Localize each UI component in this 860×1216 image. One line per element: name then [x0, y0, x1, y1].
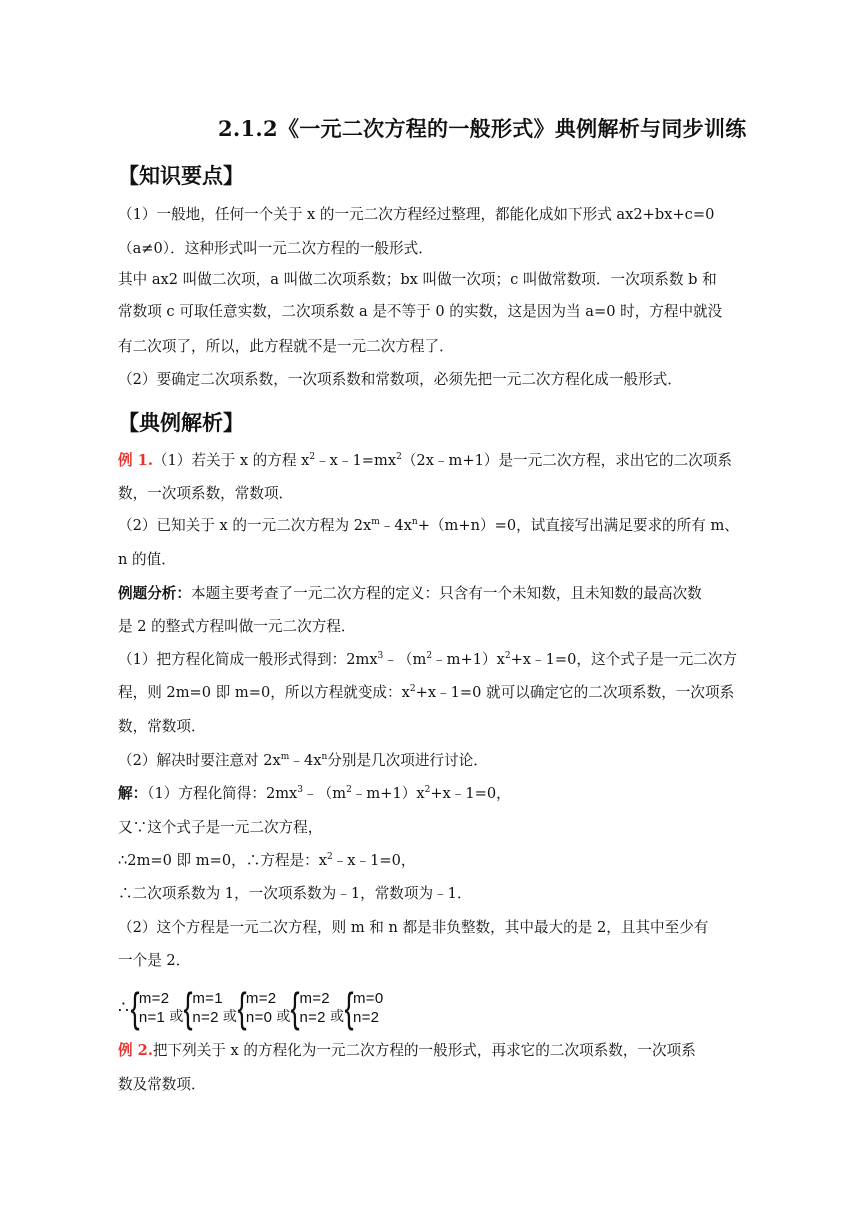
- equation-m: m=2: [245, 990, 277, 1007]
- equation-n: n=2: [352, 1009, 380, 1026]
- equation-system: [344, 984, 384, 1031]
- example-1-line-3: （2）已知关于 x 的一元二次方程为 $2x^m﹣4x^n+(m+n)=0$，试直接写出满足要求的所有 m、: [118, 517, 739, 534]
- analysis-line-6: （2）解决时要注意对 $2x^m﹣4x^n$分别是几次项进行讨论．: [118, 752, 488, 769]
- analysis-line-4: 程，则 2m=0 即 m=0，所以方程就变成：$x^2+x﹣1=0$ 就可以确定它的二次项系数，一次项系: [118, 684, 735, 701]
- or-connector: 或: [276, 1009, 291, 1025]
- equation-system: [130, 984, 170, 1031]
- example-1-line-4: n 的值．: [118, 551, 176, 568]
- left-brace: {: [344, 984, 354, 1031]
- equation-n: n=2: [192, 1009, 219, 1026]
- example-2-label: 例 2.: [118, 1042, 153, 1059]
- example-1-line-2: 数，一次项系数，常数项．: [118, 485, 294, 502]
- equation-n: n=1: [138, 1009, 166, 1026]
- or-connector: 或: [169, 1009, 184, 1025]
- equation-system: [237, 984, 277, 1031]
- therefore-symbol: ∴: [118, 998, 129, 1018]
- example-2-line-2: 数及常数项．: [118, 1076, 206, 1093]
- solution-label: 解：: [118, 785, 148, 802]
- section-heading-knowledge: 【知识要点】: [118, 163, 244, 188]
- knowledge-line-6: （2）要确定二次项系数，一次项系数和常数项，必须先把一元二次方程化成一般形式．: [118, 371, 682, 388]
- analysis-line-2: 是 2 的整式方程叫做一元二次方程．: [118, 618, 356, 635]
- equation-n: n=0: [245, 1009, 273, 1026]
- left-brace: {: [237, 984, 247, 1031]
- analysis-line-1: 例题分析：本题主要考查了一元二次方程的定义：只含有一个未知数，且未知数的最高次数: [118, 585, 702, 602]
- solution-line-5: （2）这个方程是一元二次方程，则 m 和 n 都是非负整数，其中最大的是 2，且其中至少有: [118, 919, 709, 936]
- knowledge-line-2: （a≠0）．这种形式叫一元二次方程的一般形式．: [118, 240, 433, 257]
- analysis-line-3: （1）把方程化简成一般形式得到：$2mx^3﹣(m^2﹣m+1)x^2+x﹣1=0$，这个式子是一元二次方: [118, 651, 737, 668]
- solution-line-3: ∴2m=0 即 m=0，∴方程是：$x^2﹣x﹣1=0$，: [118, 852, 416, 869]
- section-heading-examples: 【典例解析】: [118, 410, 244, 435]
- solution-line-4: ∴二次项系数为 1，一次项系数为﹣1，常数项为﹣1．: [118, 885, 472, 902]
- knowledge-line-3: 其中 ax2 叫做二次项，a 叫做二次项系数；bx 叫做一次项；c 叫做常数项．一次项系数 b 和: [118, 271, 717, 288]
- analysis-line-5: 数，常数项．: [118, 718, 206, 735]
- equation-system: [290, 984, 330, 1031]
- equation-n: n=2: [299, 1009, 326, 1026]
- left-brace: {: [130, 984, 140, 1031]
- analysis-label: 例题分析：: [118, 585, 191, 602]
- equation-m: m=2: [299, 990, 330, 1007]
- left-brace: {: [183, 984, 193, 1031]
- knowledge-line-1: （1）一般地，任何一个关于 x 的一元二次方程经过整理，都能化成如下形式 ax2+bx+c=0: [118, 206, 715, 223]
- solution-line-6: 一个是 2．: [118, 952, 191, 969]
- solution-line-2: 又∵这个式子是一元二次方程，: [118, 819, 323, 836]
- solution-systems: [118, 986, 383, 1030]
- equation-system: [183, 984, 223, 1031]
- equation-m: m=1: [192, 990, 223, 1007]
- equation-m: m=2: [138, 990, 170, 1007]
- document-title: 2.1.2《一元二次方程的一般形式》典例解析与同步训练: [218, 116, 747, 141]
- example-1-line-1: 例 1.（1）若关于 x 的方程 $x^2﹣x﹣1=mx^2(2x﹣m+1)$是一元二次方程，求出它的二次项系: [118, 452, 732, 469]
- example-1-label: 例 1.: [118, 452, 153, 469]
- knowledge-line-4: 常数项 c 可取任意实数，二次项系数 a 是不等于 0 的实数，这是因为当 a=0 时，方程中就没: [118, 303, 723, 320]
- solution-line-1: 解：（1）方程化简得：$2mx^3﹣(m^2﹣m+1)x^2+x﹣1=0$，: [118, 785, 511, 802]
- left-brace: {: [290, 984, 300, 1031]
- equation-m: m=0: [352, 990, 384, 1007]
- knowledge-line-5: 有二次项了，所以，此方程就不是一元二次方程了．: [118, 338, 454, 355]
- or-connector: 或: [329, 1009, 344, 1025]
- or-connector: 或: [222, 1009, 237, 1025]
- example-2-line-1: 例 2.把下列关于 x 的方程化为一元二次方程的一般形式，再求它的二次项系数，一次项系: [118, 1042, 696, 1059]
